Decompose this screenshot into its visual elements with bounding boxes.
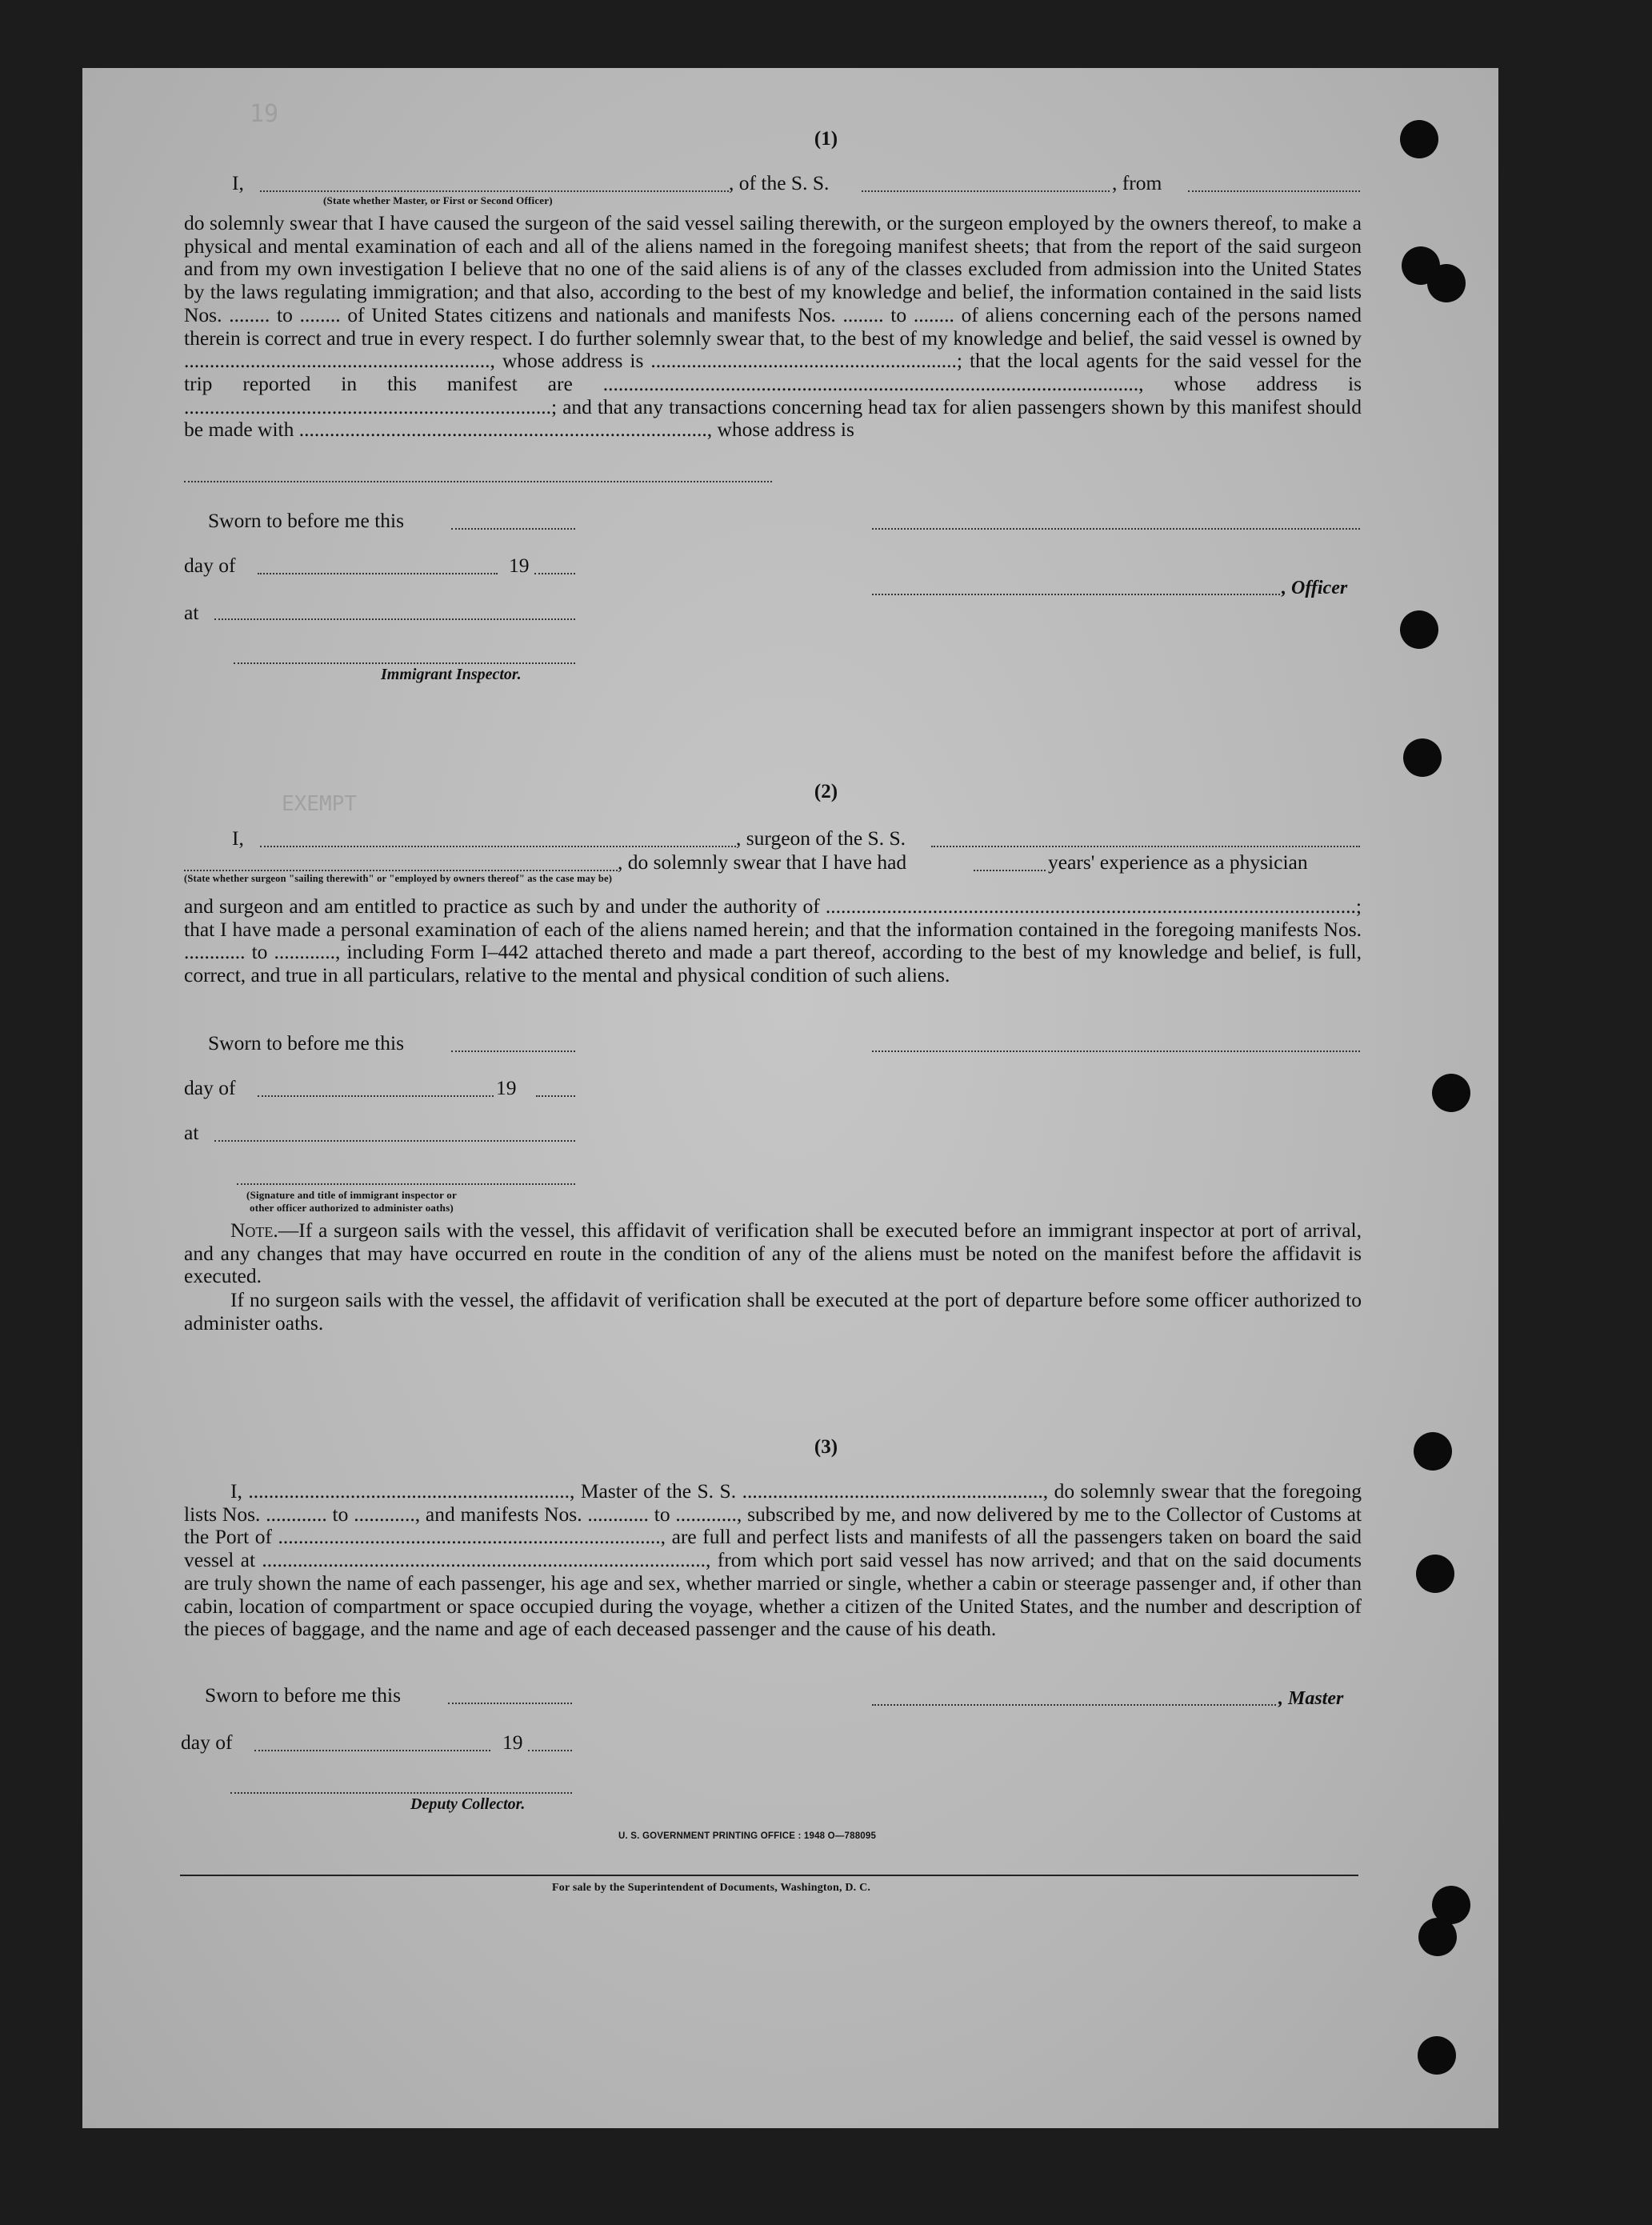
at-field-2	[214, 1140, 575, 1142]
sworn-label-3: Sworn to before me this	[205, 1683, 402, 1707]
year-label-2: 19	[496, 1076, 517, 1099]
ghost-stamp: EXEMPT	[282, 792, 357, 816]
sworn-field	[451, 528, 575, 530]
footer-rule	[180, 1875, 1358, 1876]
year-field-2	[536, 1095, 575, 1097]
deputy-collector-label: Deputy Collector.	[410, 1795, 526, 1813]
printing-office-line: U. S. GOVERNMENT PRINTING OFFICE : 1948 O—788095	[618, 1831, 877, 1841]
section-3-number: (3)	[814, 1436, 838, 1458]
day-of-label: day of	[184, 554, 236, 577]
sworn-field-3	[448, 1703, 572, 1704]
master-name-field	[260, 190, 729, 192]
from-port-field	[1188, 190, 1360, 192]
master-note: (State whether Master, or First or Second Officer)	[323, 194, 553, 206]
surgeon-status-field	[184, 870, 618, 871]
sworn-label: Sworn to before me this	[208, 509, 405, 532]
sworn-label-2: Sworn to before me this	[208, 1031, 405, 1054]
collector-signature-line	[230, 1792, 572, 1794]
surgeon-note: (State whether surgeon "sailing therewith" or "employed by owners thereof" as the case may be)	[184, 873, 613, 884]
binder-hole	[1418, 2036, 1456, 2075]
signature-title-line	[237, 1183, 575, 1185]
section-1-number: (1)	[814, 128, 838, 150]
note-label: Note.	[230, 1219, 278, 1242]
section-1-body: do solemnly swear that I have caused the surgeon of the said vessel sailing therewith, or the surgeon employed by the owners thereof, to make a physical and mental examination of each and all of the aliens named in the foregoing manifest sheets; that from the report of the said surgeon and from my own investigation I believe that no one of the said aliens is of any of the classes excluded from admission into the United States by the laws regulating immigration; and that also, according to the best of my knowledge and belief, the information contained in the said lists Nos. ........ to ........ of United States citizens and nationals and manifests Nos. ........ to ........ of aliens concerning each of the persons named therein is correct and true in every respect. I do further solemnly swear that, to the best of my knowledge and belief, the said vessel is owned by ............................................................, whose address is ............................................................; that the local agents for the said vessel for the trip reported in this manifest are ........................................................................................................., whose address is ........................................................................; and that any transactions concerning head tax for alien passengers shown by this manifest should be made with ................................................................................, whose address is	[184, 211, 1362, 442]
years-label: years' experience as a physician	[1048, 850, 1308, 874]
section-3-body: I, ..............................................................., Master of the S. S. ..........................................................., do solemnly swear that the foregoing lists Nos. ............ to ............, and manifests Nos. ............ to ............, subscribed by me, and now delivered by me to the Collector of Customs at the Port of ..........................................................................., are full and perfect lists and manifests of all the passengers taken on board the said vessel at ......................................................................................., from which port said vessel has now arrived; and that on the said documents are truly shown the name of each passenger, his age and sex, whether married or single, whether a cabin or steerage passenger and, if other than cabin, location of compartment or space occupied during the voyage, whether a citizen of the United States, and the number and description of the pieces of baggage, and the name and age of each deceased passenger and the cause of his death.	[184, 1479, 1362, 1641]
swear-label: , do solemnly swear that I have had	[618, 850, 907, 874]
day-of-label-3: day of	[181, 1731, 233, 1754]
sworn-field-2	[451, 1050, 575, 1052]
section-2-intro-i: I,	[232, 826, 244, 850]
binder-hole	[1418, 1918, 1457, 1956]
section-1-intro-i: I,	[232, 171, 244, 194]
of-ss-label: , of the S. S.	[729, 171, 830, 194]
day-of-field	[258, 573, 498, 574]
binder-hole	[1432, 1074, 1470, 1112]
surgeon-of-ss-label: , surgeon of the S. S.	[736, 826, 906, 850]
year-label: 19	[509, 554, 530, 577]
immigrant-inspector-label: Immigrant Inspector.	[381, 666, 522, 683]
officer-signature-line-1	[872, 528, 1360, 530]
master-label: , Master	[1278, 1688, 1344, 1709]
head-tax-address-field	[184, 481, 772, 482]
at-label: at	[184, 601, 199, 624]
day-of-field-2	[258, 1095, 494, 1097]
day-of-field-3	[254, 1750, 490, 1751]
note-text-1: —If a surgeon sails with the vessel, this affidavit of verification shall be executed before an immigrant inspector at port of arrival, and any changes that may have occurred en route in the condition of any of the aliens must be noted on the manifest before the affidavit is executed.	[184, 1219, 1362, 1288]
note-paragraph-1	[184, 1219, 1362, 1288]
signature-note-2: other officer authorized to administer oaths)	[250, 1202, 454, 1214]
ghost-number: 19	[250, 100, 279, 128]
inspector-signature-line	[234, 662, 575, 664]
note-paragraph-2: If no surgeon sails with the vessel, the affidavit of verification shall be executed at the port of departure before some officer authorized to administer oaths.	[184, 1288, 1362, 1335]
section-2-number: (2)	[814, 781, 838, 802]
binder-hole	[1403, 738, 1442, 777]
officer-signature-line-2	[872, 594, 1280, 595]
at-label-2: at	[184, 1121, 199, 1144]
surgeon-name-field	[260, 846, 736, 847]
surgeon-vessel-field	[931, 846, 1360, 847]
day-of-label-2: day of	[184, 1076, 236, 1099]
signature-note-1: (Signature and title of immigrant inspector or	[246, 1189, 457, 1201]
signature-line-2	[872, 1050, 1360, 1052]
years-field	[974, 870, 1046, 871]
year-field	[534, 573, 575, 574]
year-label-3: 19	[502, 1731, 523, 1754]
vessel-name-field	[862, 190, 1110, 192]
year-field-3	[528, 1750, 572, 1751]
binder-hole	[1416, 1555, 1454, 1593]
at-field	[214, 618, 575, 620]
from-label: , from	[1112, 171, 1162, 194]
for-sale-line: For sale by the Superintendent of Documents, Washington, D. C.	[552, 1882, 871, 1894]
binder-hole	[1427, 264, 1466, 302]
binder-hole	[1400, 610, 1438, 649]
section-2-body: and surgeon and am entitled to practice as such by and under the authority of ........................................................................................................; that I have made a personal examination of each of the aliens named herein; and that the information contained in the foregoing manifests Nos. ............ to ............, including Form I–442 attached thereto and made a part thereof, according to the best of my knowledge and belief, is full, correct, and true in all particulars, relative to the mental and physical condition of such aliens.	[184, 894, 1362, 987]
master-signature-line	[872, 1704, 1276, 1706]
officer-label: , Officer	[1282, 578, 1348, 598]
